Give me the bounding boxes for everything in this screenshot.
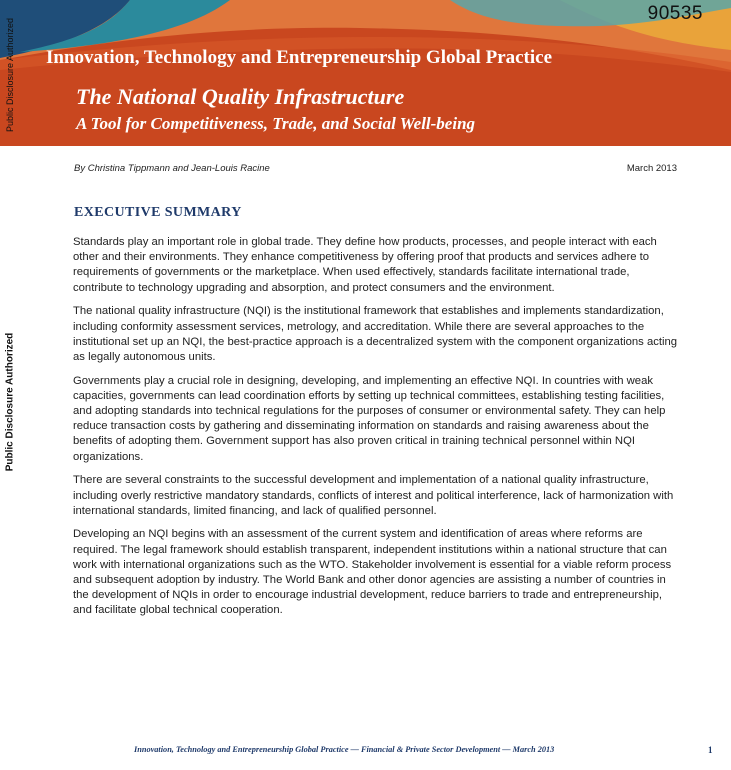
page-number: 1 [708, 745, 713, 755]
authors-line: By Christina Tippmann and Jean-Louis Racine [74, 163, 270, 174]
disclosure-stamp-top [3, 8, 17, 142]
disclosure-label-top: Public Disclosure Authorized [5, 17, 15, 133]
publication-date: March 2013 [626, 163, 677, 174]
paragraph-5: Developing an NQI begins with an assessment of the current system and identification of areas where reforms are required. The legal framework should establish transparent, independent institutions within a national structure that can work with international organizations such as the WTO. Stakeholder involvement is essential for a viable reform process and subsequent adoption by industry. The World Bank and other donor agencies are assisting a number of countries in the development of NQIs in order to encourage industrial development, reduce barriers to trade and entrepreneurship, and facilitate global technical cooperation. [73, 528, 672, 617]
paragraph-4: There are several constraints to the successful development and implementation of a national quality infrastructure, including overly restrictive mandatory standards, conflicts of interest and political interference, lack of harmonization with international standards, limited financing, and lack of qualified personnel. [73, 474, 674, 517]
paragraph-2: The national quality infrastructure (NQI) is the institutional framework that establishes and implements standardization, including conformity assessment services, metrology, and accreditation. While there are several approaches to the institutional set up an NQI, the best-practice approach is a decentralized system with the component organizations acting as legally autonomous units. [73, 305, 678, 363]
section-heading: EXECUTIVE SUMMARY [74, 205, 242, 220]
page-footer [0, 745, 731, 759]
disclosure-label-middle: Public Disclosure Authorized [4, 332, 16, 472]
document-number: 90535 [647, 3, 703, 24]
disclosure-stamp-middle [2, 332, 18, 472]
executive-summary-body [73, 235, 679, 627]
paragraph-1: Standards play an important role in global trade. They define how products, processes, and people interact with each other and their environments. They enhance competitiveness by offering proof that products and services adhere to requirements of governments or the marketplace. When used effectively, standards facilitate international trade, contribute to technology upgrading and absorption, and protect consumers and the environment. [73, 236, 657, 294]
footer-text: Innovation, Technology and Entrepreneurship Global Practice — Financial & Private Sector Development — March 2013 [134, 745, 555, 754]
paragraph-3: Governments play a crucial role in designing, developing, and implementing an effective NQI. In countries with weak capacities, governments can lead coordination efforts by setting up technical committees, establishing testing facilities, and adopting standards into technical regulations for the purposes of consumer or environmental safety. They can help reduce transaction costs by gathering and disseminating information on standards and raising awareness about the benefits of adopting them. Government support has also proven critical in training technical personnel within NQI organizations. [73, 374, 666, 463]
practice-name: Innovation, Technology and Entrepreneurship Global Practice [46, 47, 553, 68]
page-title: The National Quality Infrastructure [76, 84, 405, 109]
page-subtitle: A Tool for Competitiveness, Trade, and Social Well-being [76, 114, 476, 133]
header-banner [0, 0, 731, 146]
